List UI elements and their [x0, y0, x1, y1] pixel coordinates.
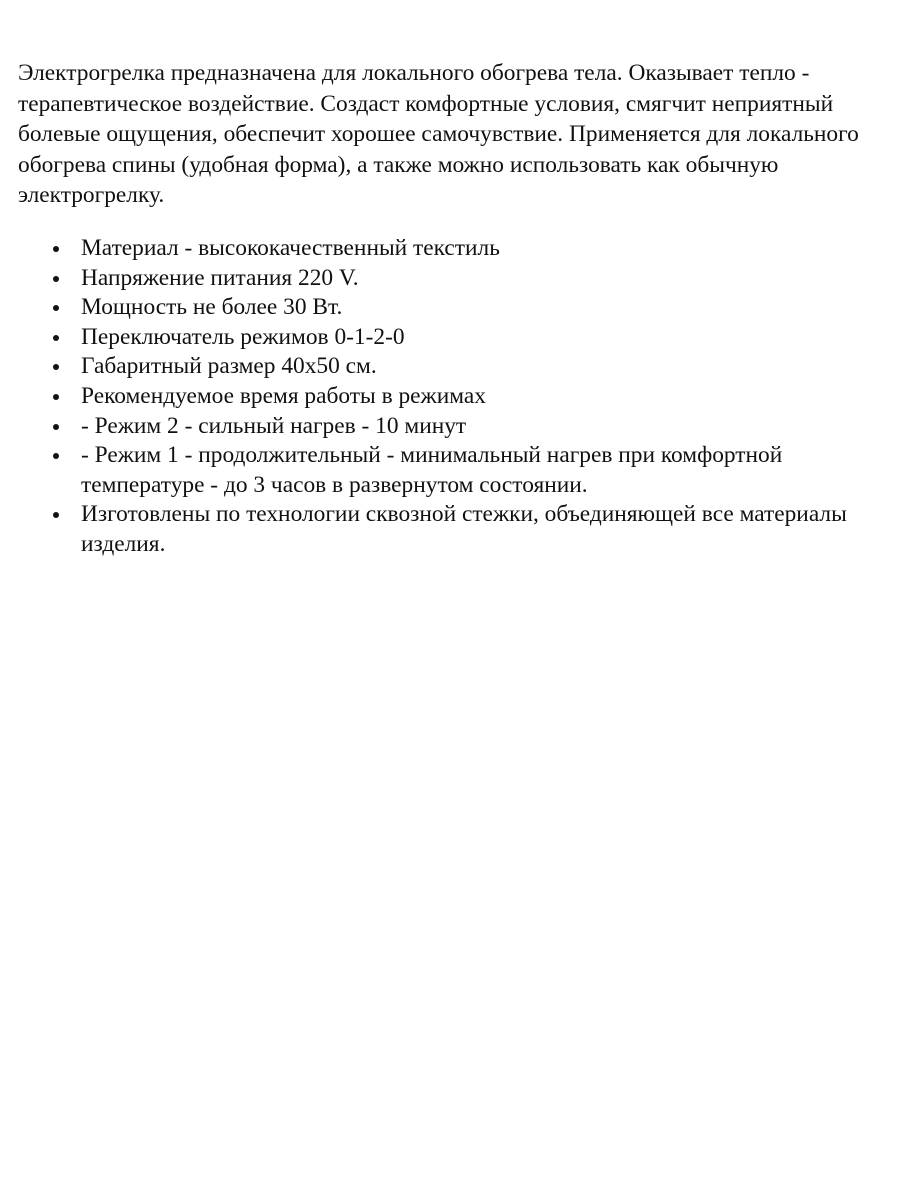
list-item-voltage — [40, 264, 870, 294]
list-item-mode-1 — [40, 441, 870, 500]
bullet-icon — [53, 335, 59, 341]
list-item-text: Изготовлены по технологии сквозной стежки, объединяющей все материалы изделия. — [81, 501, 847, 557]
list-item-stitching — [40, 500, 870, 559]
list-item-text: Рекомендуемое время работы в режимах — [81, 382, 486, 409]
list-item-text: Переключатель режимов 0-1-2-0 — [81, 323, 405, 350]
intro-paragraph: Электрогрелка предназначена для локального обогрева тела. Оказывает тепло - терапевтическое воздействие. Создаст комфортные условия, смягчит неприятный болевые ощущения, обеспечит хорошее самочувствие. Применяется для локального обогрева спины (удобная форма), а также можно использовать как обычную электрогрелку. — [18, 60, 859, 209]
list-item-power — [40, 293, 870, 323]
list-item-mode-2 — [40, 412, 870, 442]
list-item-size — [40, 352, 870, 382]
list-item-text: Габаритный размер 40х50 см. — [81, 353, 377, 380]
feature-list — [40, 234, 870, 560]
list-item-mode-switch — [40, 323, 870, 353]
list-item-text: Материал - высококачественный текстиль — [81, 235, 500, 261]
list-item-text: - Режим 1 - продолжительный - минимальный нагрев при комфортной температуре - до 3 часов в развернутом состоянии. — [81, 442, 783, 498]
bullet-icon — [53, 424, 59, 430]
list-item-recommended-time — [40, 382, 870, 412]
list-item-text: Напряжение питания 220 V. — [81, 264, 359, 291]
bullet-icon — [53, 394, 59, 400]
bullet-icon — [53, 276, 59, 282]
bullet-icon — [53, 246, 59, 252]
bullet-icon — [53, 453, 59, 459]
list-item-text: - Режим 2 - сильный нагрев - 10 минут — [81, 412, 467, 439]
bullet-icon — [53, 512, 59, 518]
bullet-icon — [53, 305, 59, 311]
list-item-material — [40, 234, 870, 264]
list-item-text: Мощность не более 30 Вт. — [81, 294, 343, 321]
bullet-icon — [53, 364, 59, 370]
